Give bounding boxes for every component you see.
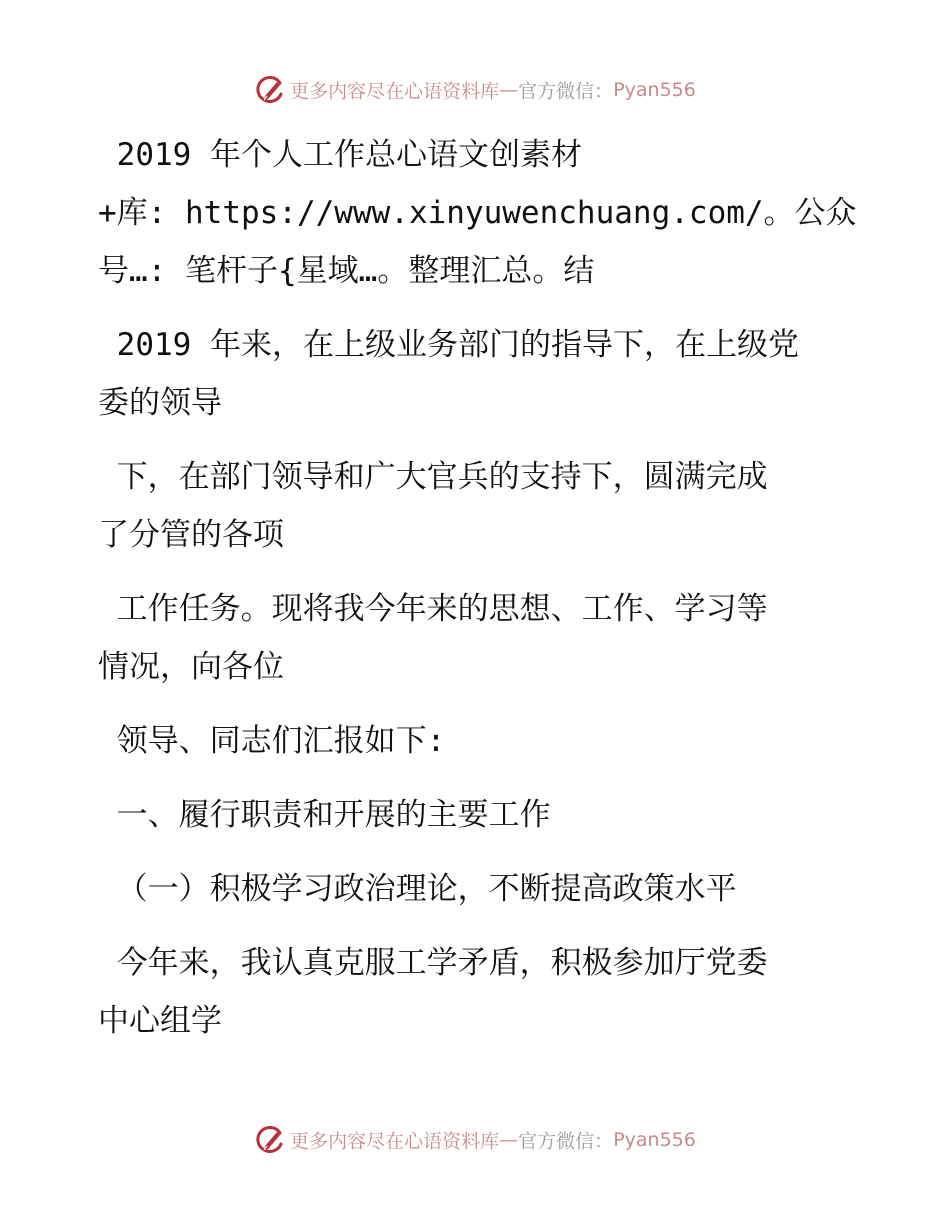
paragraph: 今年来，我认真克服工学矛盾，积极参加厅党委 中心组学 — [98, 945, 768, 1039]
subsection-heading: （一）积极学习政治理论，不断提高政策水平 — [98, 871, 737, 907]
banner-official-label: 官方微信： — [518, 80, 614, 103]
paragraph: 2019 年个人工作总心语文创素材 +库: https://www.xinyuwenchuang.com/。公众 号…: 笔杆子{星域…。整理汇总。结 — [98, 137, 857, 289]
pen-circle-logo-icon — [254, 1124, 286, 1156]
pen-circle-logo-icon — [254, 74, 286, 106]
banner-dash: — — [499, 79, 519, 101]
paragraph: 2019 年来，在上级业务部门的指导下，在上级党 委的领导 — [98, 327, 799, 421]
banner-dash: — — [499, 1129, 519, 1151]
paragraph: 下，在部门领导和广大官兵的支持下，圆满完成 了分管的各项 — [98, 459, 768, 553]
banner-main-text: 更多内容尽在心语资料库 — [290, 1130, 500, 1153]
paragraph: 领导、同志们汇报如下: — [98, 723, 446, 759]
footer-banner — [0, 1124, 950, 1156]
header-banner — [0, 74, 950, 106]
document-body — [98, 126, 898, 1066]
banner-official-label: 官方微信： — [518, 1130, 614, 1153]
paragraph: 工作任务。现将我今年来的思想、工作、学习等 情况，向各位 — [98, 591, 768, 685]
banner-wechat-id: Pyan556 — [613, 1129, 696, 1151]
banner-wechat-id: Pyan556 — [613, 79, 696, 101]
banner-main-text: 更多内容尽在心语资料库 — [290, 80, 500, 103]
section-heading: 一、履行职责和开展的主要工作 — [98, 797, 551, 833]
